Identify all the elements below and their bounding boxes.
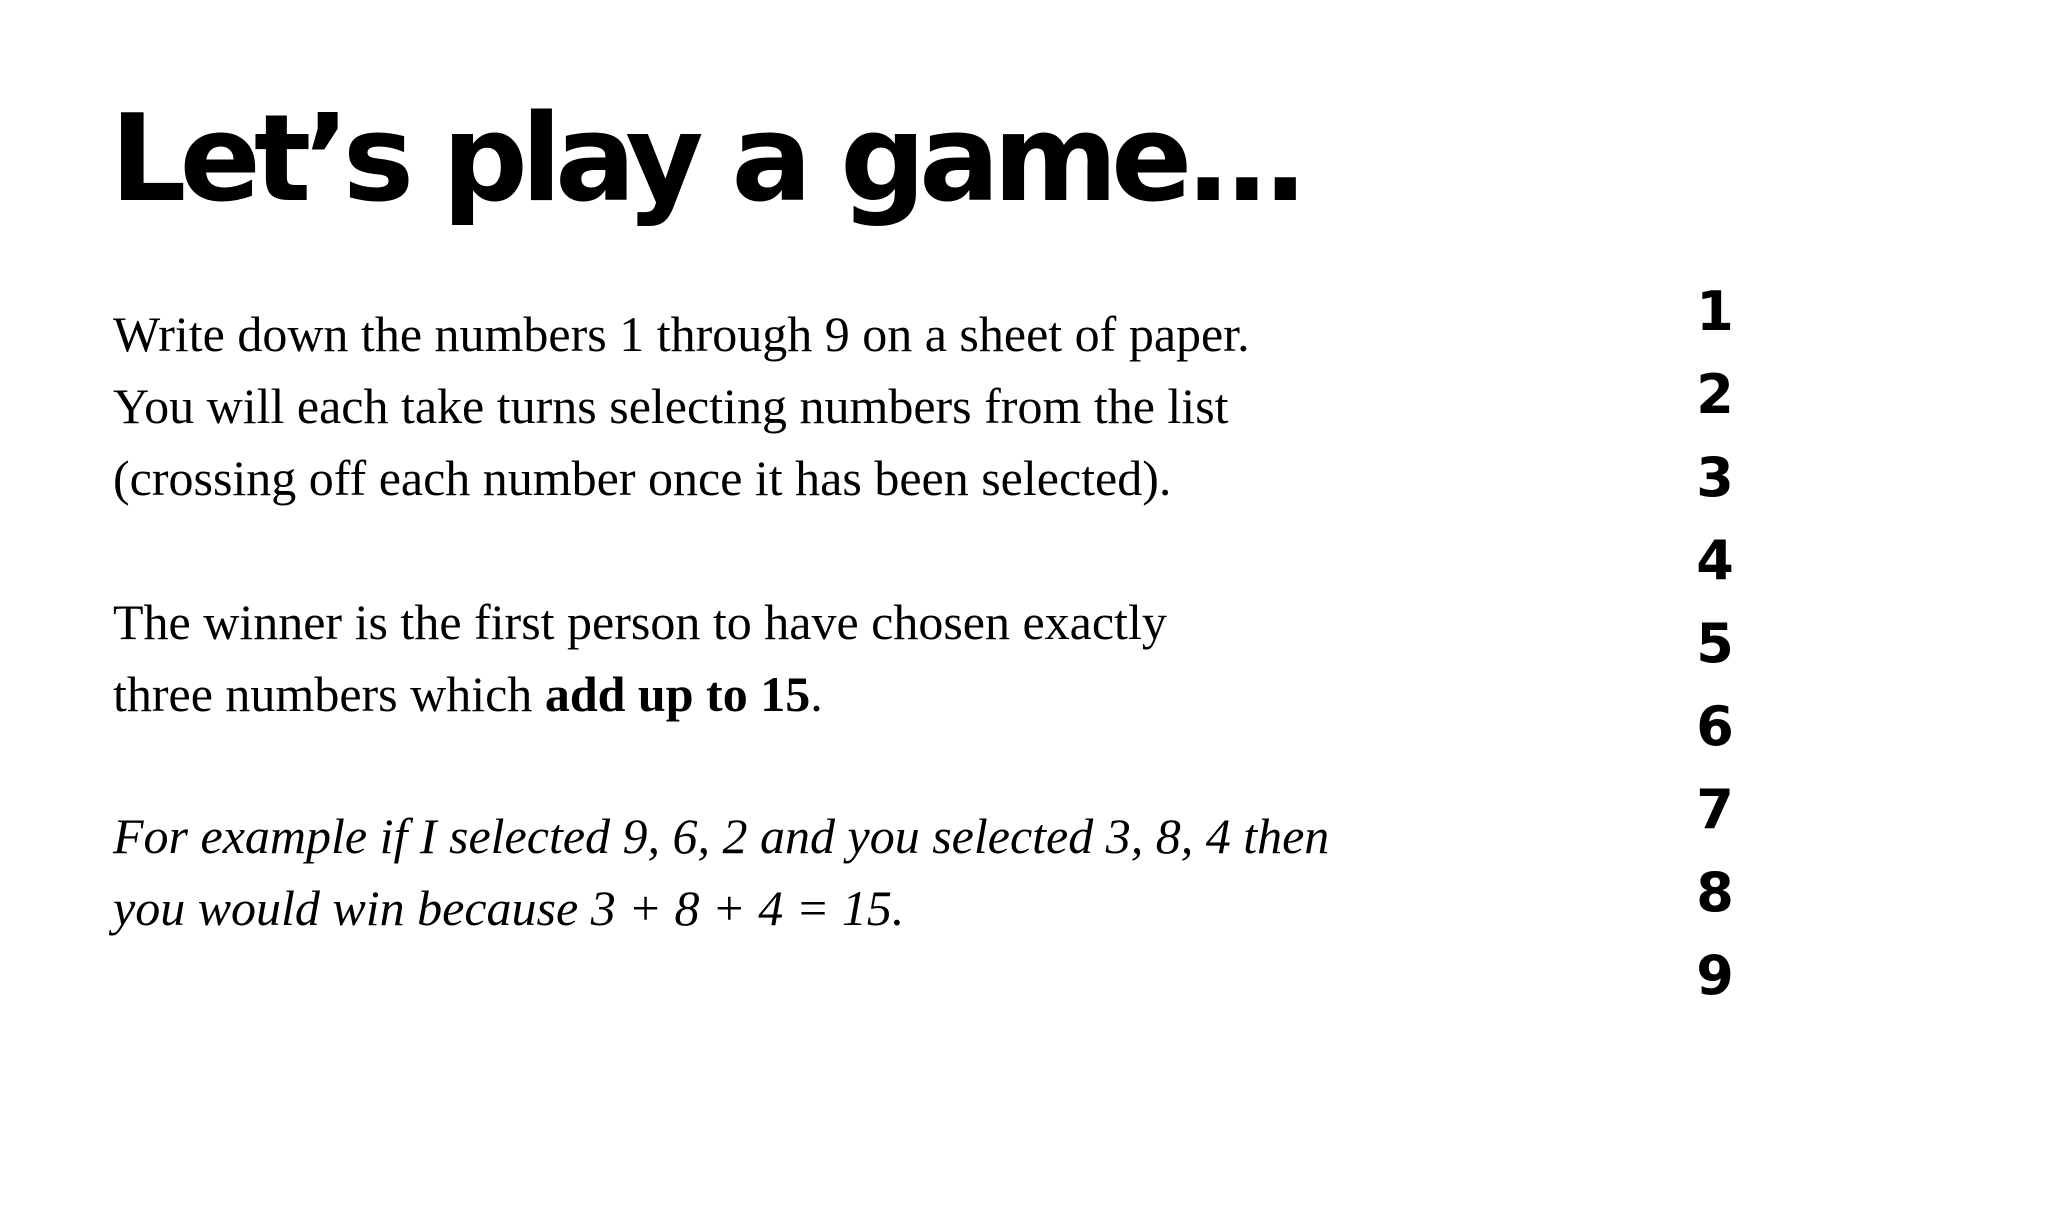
winning-rule-paragraph — [113, 586, 1167, 730]
number-item: 2 — [1696, 363, 1734, 426]
number-item: 5 — [1696, 612, 1734, 675]
example-line: you would win because 3 + 8 + 4 = 15. — [113, 880, 905, 936]
number-item: 1 — [1696, 280, 1734, 343]
winning-rule-emphasis: add up to 15 — [544, 666, 811, 722]
instructions-line: You will each take turns selecting numbers from the list — [113, 378, 1229, 434]
winning-rule-line — [113, 658, 1167, 730]
number-list — [1660, 270, 1770, 1017]
instructions-line: Write down the numbers 1 through 9 on a sheet of paper. — [113, 306, 1250, 362]
number-item: 6 — [1696, 695, 1734, 758]
slide-title: Let’s play a game... — [110, 90, 1302, 229]
example-line: For example if I selected 9, 6, 2 and you selected 3, 8, 4 then — [113, 808, 1330, 864]
instructions-paragraph — [113, 298, 1250, 514]
number-item: 3 — [1696, 446, 1734, 509]
number-item: 8 — [1696, 861, 1734, 924]
winning-rule-period: . — [810, 666, 823, 722]
example-paragraph — [113, 800, 1329, 944]
number-item: 4 — [1696, 529, 1734, 592]
winning-rule-line: The winner is the first person to have chosen exactly — [113, 594, 1167, 650]
number-item: 7 — [1696, 778, 1734, 841]
number-item: 9 — [1696, 944, 1734, 1007]
instructions-line: (crossing off each number once it has been selected). — [113, 450, 1172, 506]
winning-rule-text: three numbers which — [113, 666, 545, 722]
